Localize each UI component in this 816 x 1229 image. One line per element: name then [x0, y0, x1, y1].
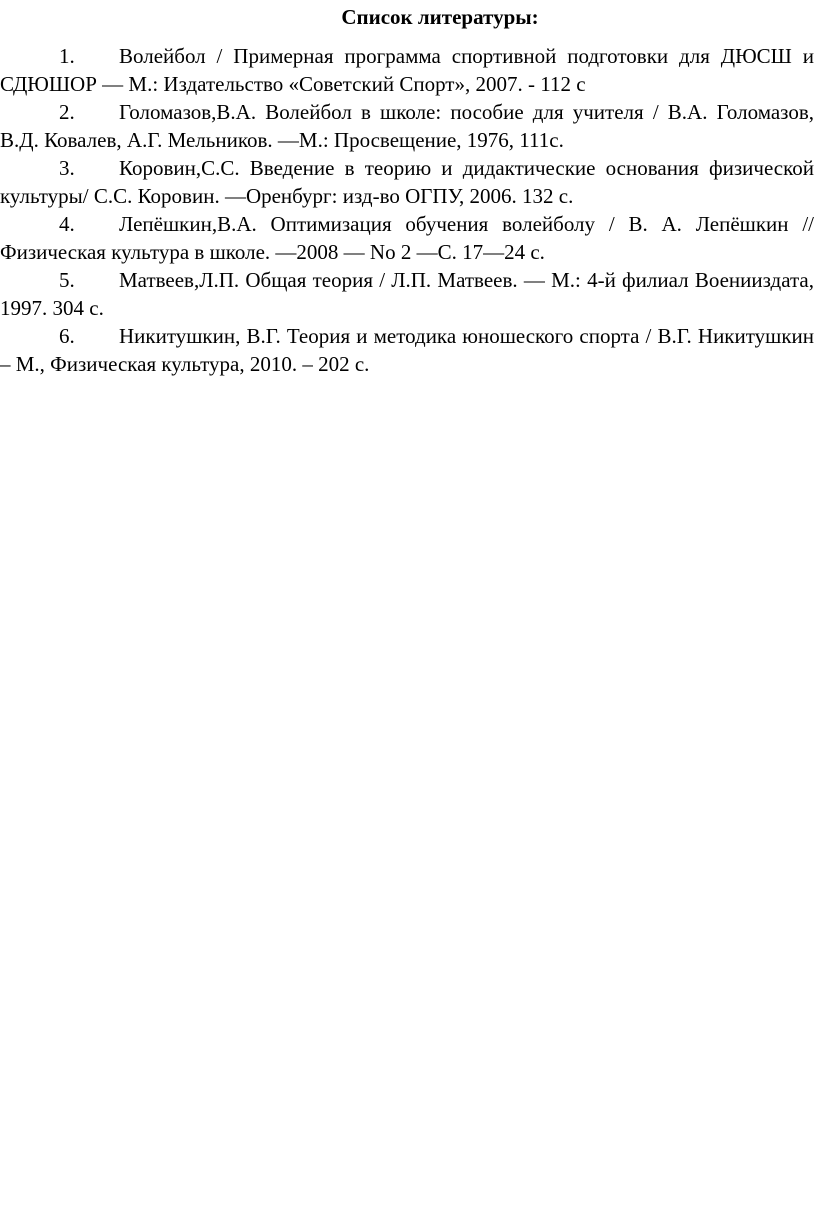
reference-number: 4. [59, 212, 75, 236]
reference-item [0, 42, 814, 98]
reference-item [0, 322, 814, 378]
reference-text: Коровин,С.С. Введение в теорию и дидактические основания физической культуры/ С.С. Коровин. —Оренбург: изд-во ОГПУ, 2006. 132 с. [0, 156, 814, 208]
reference-text: Матвеев,Л.П. Общая теория / Л.П. Матвеев. — М.: 4-й филиал Военииздата, 1997. 304 с. [0, 268, 814, 320]
reference-number: 5. [59, 268, 75, 292]
reference-text: Голомазов,В.А. Волейбол в школе: пособие для учителя / В.А. Голомазов, В.Д. Ковалев, А.Г. Мельников. —М.: Просвещение, 1976, 111с. [0, 100, 814, 152]
reference-item [0, 98, 814, 154]
reference-item [0, 266, 814, 322]
reference-text: Волейбол / Примерная программа спортивной подготовки для ДЮСШ и СДЮШОР — М.: Издательство «Советский Спорт», 2007. - 112 с [0, 44, 814, 96]
reference-list [0, 42, 814, 378]
reference-text: Никитушкин, В.Г. Теория и методика юношеского спорта / В.Г. Никитушкин – М., Физическая культура, 2010. – 202 с. [0, 324, 814, 376]
reference-number: 6. [59, 324, 75, 348]
reference-text: Лепёшкин,В.А. Оптимизация обучения волейболу / В. А. Лепёшкин // Физическая культура в школе. —2008 — No 2 —С. 17—24 с. [0, 212, 814, 264]
reference-number: 3. [59, 156, 75, 180]
reference-item [0, 154, 814, 210]
reference-item [0, 210, 814, 266]
page-title: Список литературы: [341, 5, 539, 29]
reference-number: 1. [59, 44, 75, 68]
reference-number: 2. [59, 100, 75, 124]
